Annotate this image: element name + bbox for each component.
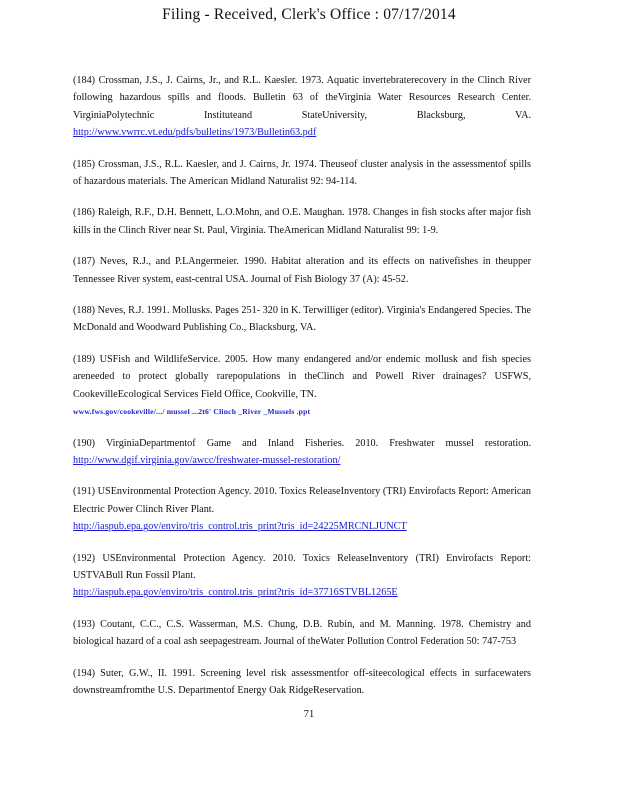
reference-link[interactable]: www.fws.gov/cookeville/.../ mussel ...2t6' Clinch _River _Mussels .ppt [73,407,311,417]
reference-link[interactable]: http://www.vwrrc.vt.edu/pdfs/bulletins/1973/Bulletin63.pdf [73,127,317,139]
reference-text: (188) Neves, R.J. 1991. Mollusks. Pages 251- 320 in K. Terwilliger (editor). Virginia's Endangered Species. The McDonald and Woodward Publishing Co., Blacksburg, VA. [73,305,531,334]
reference-text: (187) Neves, R.J., and P.LAngermeier. 1990. Habitat alteration and its effects on nativefishes in theupper Tennessee River system, east-central USA. Journal of Fish Biology 37 (A): 45-52. [73,256,531,285]
reference-187 [73,253,531,288]
reference-link[interactable]: http://iaspub.epa.gov/enviro/tris_control.tris_print?tris_id=24225MRCNLJUNCT [73,521,407,533]
reference-text: (191) USEnvironmental Protection Agency. 2010. Toxics ReleaseInventory (TRI) Envirofacts Report: American Electric Power Clinch River Plant. [73,486,531,515]
reference-link[interactable]: http://www.dgif.virginia.gov/awcc/freshwater-mussel-restoration/ [73,454,341,466]
reference-185 [73,156,531,191]
page-number: 71 [303,709,315,720]
reference-link[interactable]: http://iaspub.epa.gov/enviro/tris_control.tris_print?tris_id=37716STVBL1265E [73,587,398,599]
reference-text: (189) USFish and WildlifeService. 2005. How many endangered and/or endemic mollusk and fish species areneeded to protect globally rarepopulations in theClinch and Powell River drainages? USFWS, CookevilleEcological Services Field Office, Cookville, TN. [73,353,531,400]
reference-190 [73,435,531,470]
reference-194 [73,665,531,700]
reference-191 [73,483,531,535]
reference-188 [73,302,531,337]
reference-text: (194) Suter, G.W., II. 1991. Screening level risk assessmentfor off-siteecological effects in surfacewaters downstreamfromthe U.S. Departmentof Energy Oak RidgeReservation. [73,667,531,696]
filing-stamp-header: Filing - Received, Clerk's Office : 07/17/2014 [162,6,456,23]
reference-text: (192) USEnvironmental Protection Agency. 2010. Toxics ReleaseInventory (TRI) Envirofacts Report: USTVABull Run Fossil Plant. [73,552,531,581]
reference-192 [73,550,531,602]
reference-text: (190) VirginiaDepartmentof Game and Inland Fisheries. 2010. Freshwater mussel restoration. [73,437,531,449]
reference-text: (184) Crossman, J.S., J. Cairns, Jr., and R.L. Kaesler. 1973. Aquatic invertebraterecovery in the Clinch River following hazardous spills and floods. Bulletin 63 of theVirginia Water Resources Research Center. VirginiaPolytechnic Instituteand StateUniversity, Blacksburg, VA. [73,75,531,121]
reference-184 [73,72,531,142]
reference-text: (186) Raleigh, R.F., D.H. Bennett, L.O.Mohn, and O.E. Maughan. 1978. Changes in fish stocks after major fish kills in the Clinch River near St. Paul, Virginia. TheAmerican Midland Naturalist 99: 1-9. [73,207,531,236]
reference-189 [73,351,531,421]
reference-186 [73,204,531,239]
reference-193 [73,616,531,651]
reference-list [73,72,531,713]
reference-text: (185) Crossman, J.S., R.L. Kaesler, and J. Cairns, Jr. 1974. Theuseof cluster analysis in the assessmentof spills of hazardous materials. The American Midland Naturalist 92: 94-114. [73,158,531,188]
reference-text: (193) Coutant, C.C., C.S. Wasserman, M.S. Chung, D.B. Rubin, and M. Manning. 1978. Chemistry and biological hazard of a coal ash seepagestream. Journal of theWater Pollution Control Federation 50: 747-753 [73,618,531,648]
